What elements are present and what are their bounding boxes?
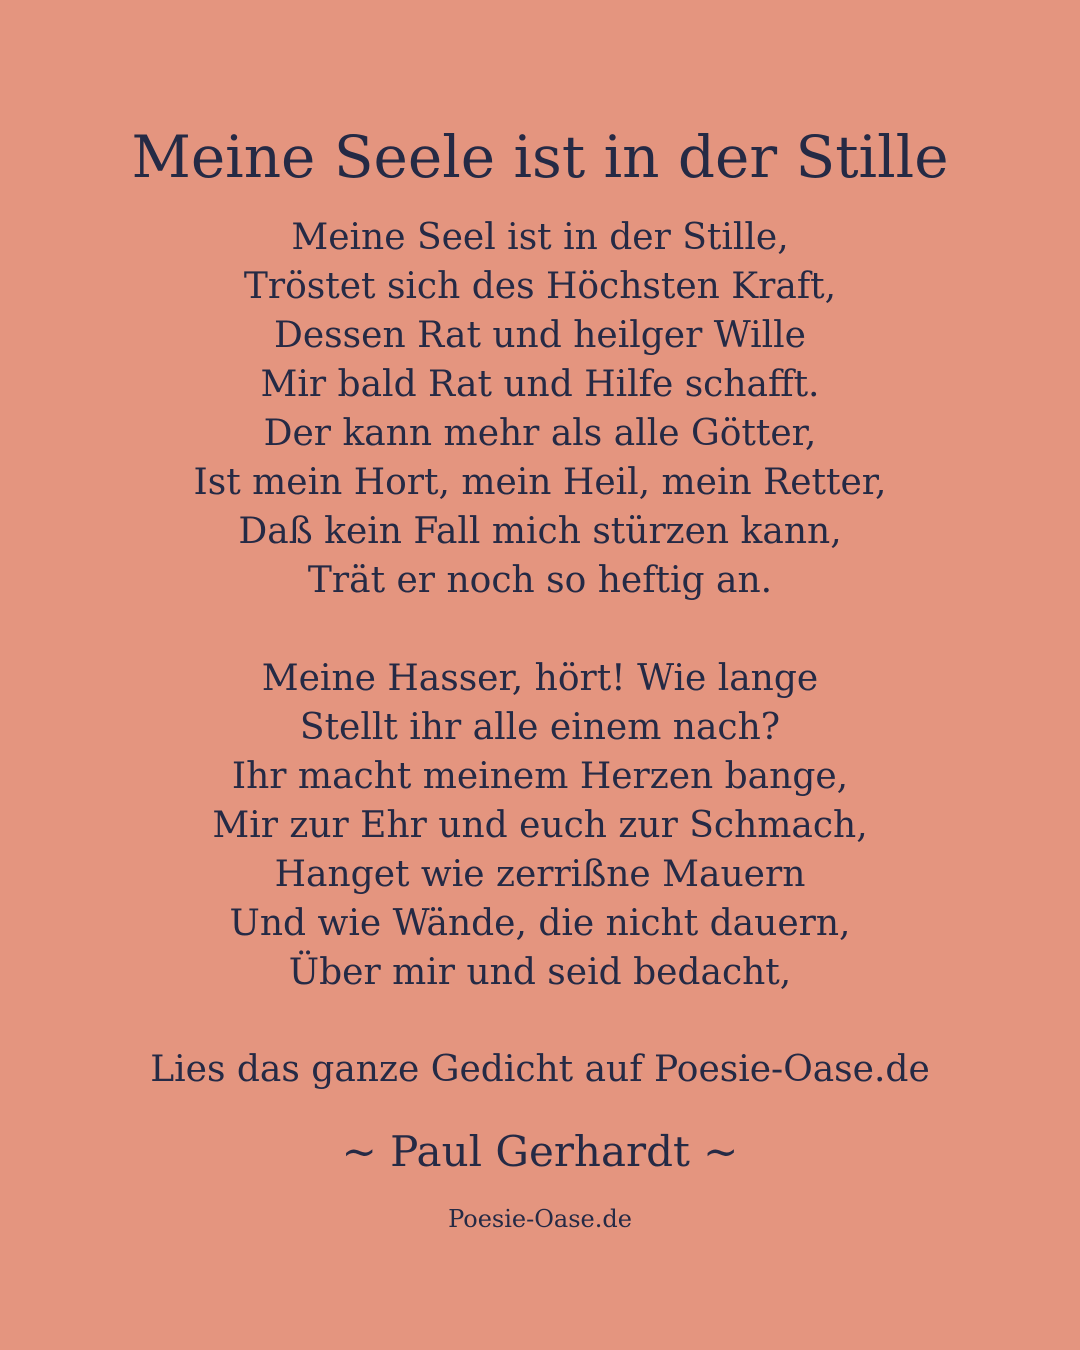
poem-line: Ist mein Hort, mein Heil, mein Retter, (193, 462, 887, 503)
poem-line: Ihr macht meinem Herzen bange, (231, 756, 849, 797)
poem-line: Der kann mehr als alle Götter, (263, 413, 817, 454)
poem-line: Meine Hasser, hört! Wie lange (261, 658, 819, 699)
site-footer: Poesie-Oase.de (448, 1205, 632, 1233)
poem-line: Daß kein Fall mich stürzen kann, (238, 511, 842, 552)
poem-line: Stellt ihr alle einem nach? (299, 707, 781, 748)
poem-title: Meine Seele ist in der Stille (131, 123, 949, 191)
poem-line: Tröstet sich des Höchsten Kraft, (243, 266, 837, 307)
poem-line: Hanget wie zerrißne Mauern (274, 854, 806, 895)
poem-line: Trät er noch so heftig an. (307, 560, 773, 601)
poem-line: Und wie Wände, die nicht dauern, (229, 903, 851, 944)
poem-line: Meine Seel ist in der Stille, (291, 217, 789, 258)
stanza-2 (0, 654, 1080, 997)
read-more-text: Lies das ganze Gedicht auf Poesie-Oase.de (150, 1049, 930, 1090)
poem-line: Mir bald Rat und Hilfe schafft. (260, 364, 820, 405)
poem-line: Dessen Rat und heilger Wille (274, 315, 806, 356)
stanza-1 (0, 213, 1080, 605)
poem-line: Mir zur Ehr und euch zur Schmach, (212, 805, 868, 846)
author-name: ~ Paul Gerhardt ~ (341, 1127, 739, 1176)
poem-line: Über mir und seid bedacht, (288, 952, 792, 993)
